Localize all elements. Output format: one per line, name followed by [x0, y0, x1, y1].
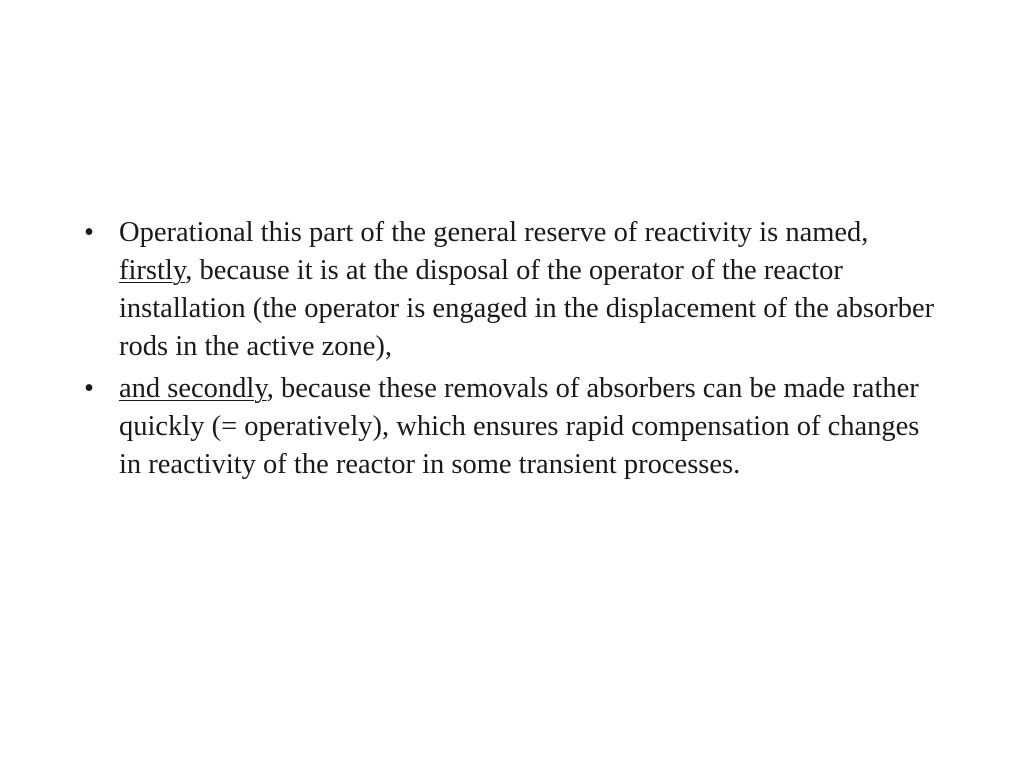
bullet-item-1 — [84, 214, 944, 366]
bullet-item-2 — [84, 370, 944, 484]
bullet-text-continued: , because it is at the disposal of the operator of the reactor installation (the operator is engaged in the displacement of the absorber rods in the active zone), — [119, 255, 935, 362]
bullet-text-continued: , because these removals of absorbers can be made rather quickly (= operatively), which ensures rapid compensation of changes in reactivity of the reactor in some transient processes. — [119, 373, 920, 480]
underlined-term: and secondly — [119, 373, 267, 404]
bullet-marker: • — [84, 373, 94, 404]
bullet-marker: • — [84, 217, 94, 248]
bullet-list — [84, 214, 944, 488]
bullet-text: Operational this part of the general reserve of reactivity is named, — [119, 217, 869, 248]
underlined-term: firstly — [119, 255, 186, 286]
